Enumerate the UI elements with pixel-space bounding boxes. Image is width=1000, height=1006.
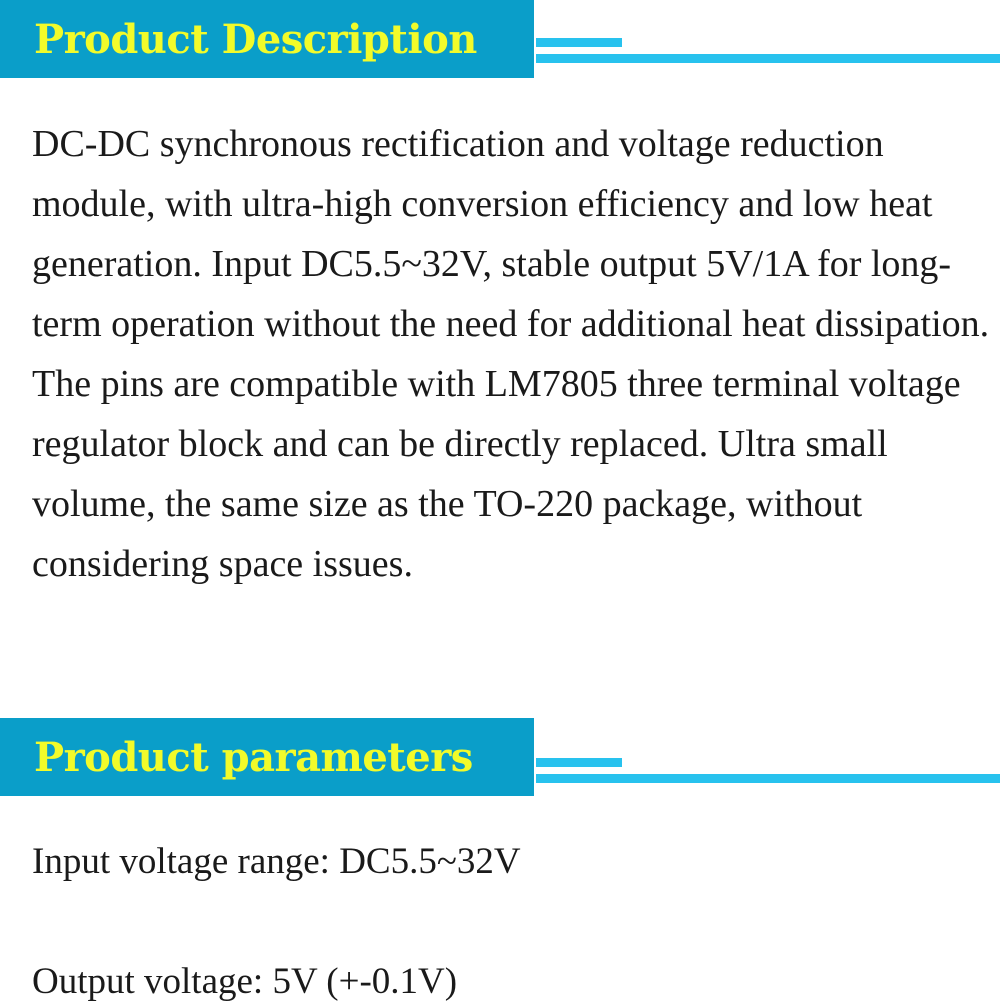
section-title-box <box>0 718 534 796</box>
decor-line-short <box>536 38 622 47</box>
decor-line-long <box>536 774 1000 783</box>
section-title: Product parameters <box>34 733 473 781</box>
decor-line-long <box>536 54 1000 63</box>
section-header-parameters <box>0 718 1000 800</box>
parameter-input-voltage: Input voltage range: DC5.5~32V <box>32 841 521 882</box>
section-title-box <box>0 0 534 78</box>
description-paragraph: DC-DC synchronous rectification and voltage reduction module, with ultra-high conversion efficiency and low heat generation. Input DC5.5~32V, stable output 5V/1A for long-term operation without the need for additional heat dissipation. The pins are compatible with LM7805 three terminal voltage regulator block and can be directly replaced. Ultra small volume, the same size as the TO-220 package, without considering space issues. <box>32 123 990 585</box>
section-title: Product Description <box>34 15 477 63</box>
section-header-description <box>0 0 1000 82</box>
parameter-output-voltage: Output voltage: 5V (+-0.1V) <box>32 961 458 1002</box>
decor-line-short <box>536 758 622 767</box>
